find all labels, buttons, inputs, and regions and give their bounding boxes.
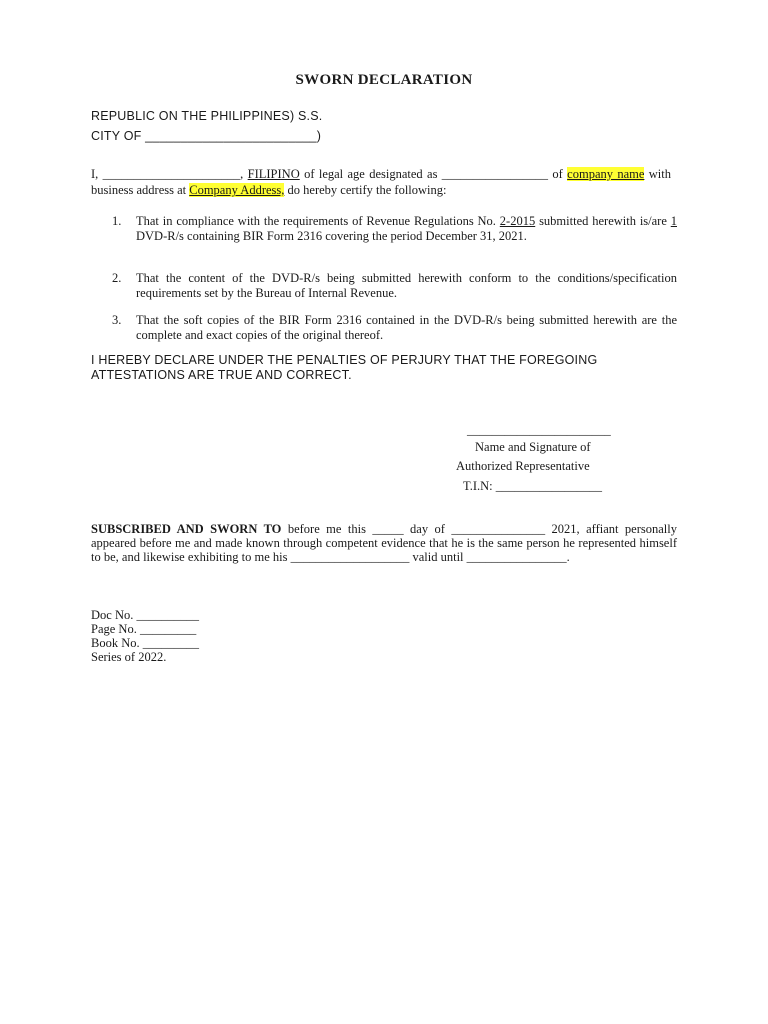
item1-part2: submitted herewith is/are	[535, 214, 671, 228]
intro-i: I,	[91, 167, 99, 181]
legal-age-text: of legal age designated as	[299, 167, 442, 181]
page-no: Page No. _________	[91, 622, 197, 636]
doc-no: Doc No. __________	[91, 608, 199, 622]
book-no: Book No. _________	[91, 636, 199, 650]
company-address-highlight: Company Address,	[189, 183, 285, 197]
tin-line: T.I.N: _________________	[463, 479, 602, 493]
name-blank: ______________________	[102, 167, 241, 181]
signature-name-label: Name and Signature of	[475, 440, 591, 454]
certify-text: do hereby certify the following:	[284, 183, 447, 197]
intro-paragraph	[91, 166, 671, 198]
sworn-text: before me this _____ day of _______________ 2021, affiant personally appeared before me and made known through competent evidence that he is the same person he represented himself to be, and likewise exhibiting to me his ___________________ valid until ________________.	[91, 522, 677, 564]
sworn-paragraph	[91, 522, 677, 564]
business-address-text: with business address at	[91, 167, 672, 197]
regulation-number: 2-2015	[499, 214, 536, 228]
document-title: SWORN DECLARATION	[295, 72, 473, 88]
company-name-highlight: company name	[567, 167, 645, 181]
of-text: of	[548, 167, 568, 181]
list-text	[136, 214, 677, 243]
nationality: FILIPINO	[247, 167, 300, 181]
city-line: CITY OF ________________________)	[91, 129, 322, 143]
list-number: 1.	[112, 214, 122, 228]
dvd-count: 1	[670, 214, 677, 228]
list-number: 3.	[112, 313, 122, 327]
designation-blank: _________________	[441, 167, 549, 181]
perjury-declaration: I HEREBY DECLARE UNDER THE PENALTIES OF PERJURY THAT THE FOREGOING ATTESTATIONS ARE TRUE AND CORRECT.	[91, 353, 598, 382]
signature-line: _______________________	[467, 423, 611, 437]
list-text: That the soft copies of the BIR Form 2316 contained in the DVD-R/s being submitted herewith are the complete and exact copies of the original thereof.	[136, 313, 677, 342]
series: Series of 2022.	[91, 650, 167, 664]
signature-role-label: Authorized Representative	[456, 459, 590, 473]
sworn-lead: SUBSCRIBED AND SWORN TO	[91, 522, 282, 536]
list-text: That the content of the DVD-R/s being submitted herewith conform to the conditions/specification requirements set by the Bureau of Internal Revenue.	[136, 271, 677, 300]
item1-part3: DVD-R/s containing BIR Form 2316 covering the period December 31, 2021.	[136, 228, 527, 243]
list-number: 2.	[112, 271, 122, 285]
item1-part1: That in compliance with the requirements of Revenue Regulations No.	[136, 214, 500, 228]
intro-comma: ,	[240, 167, 244, 181]
republic-line: REPUBLIC ON THE PHILIPPINES) S.S.	[91, 109, 323, 123]
